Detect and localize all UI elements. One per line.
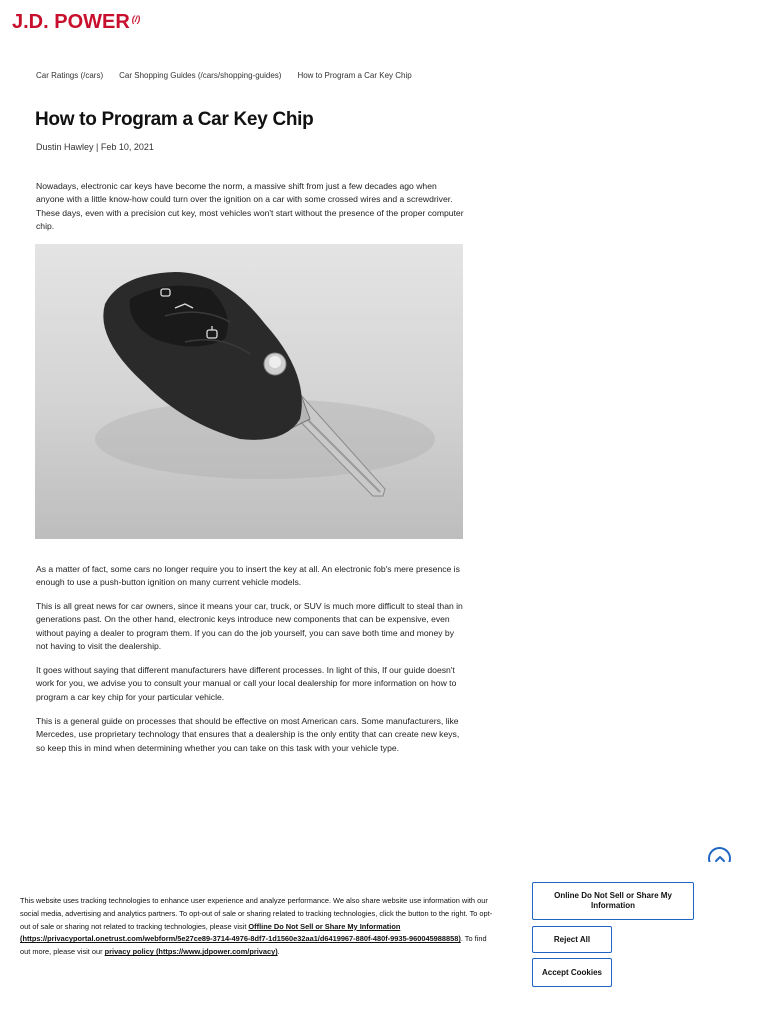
cookie-consent-banner <box>0 862 768 1024</box>
article-paragraph: This is a general guide on processes that should be effective on most American cars. Some manufacturers, like Mercedes, use proprietary technology that ensures that a dealership is the only entity that can create new keys, so keep this in mind when determining whether you can take on this task with your vehicle type. <box>36 716 460 753</box>
breadcrumb-current: How to Program a Car Key Chip <box>297 71 412 80</box>
online-do-not-sell-button[interactable]: Online Do Not Sell or Share My Information <box>532 882 694 920</box>
breadcrumb-car-ratings[interactable]: Car Ratings (/cars) <box>36 71 104 80</box>
article-paragraph: This is all great news for car owners, since it means your car, truck, or SUV is much more difficult to steal than in generations past. On the other hand, electronic keys introduce new components that can be expensive, even without paying a dealer to program them. If you can do the job yourself, you can save both time and money by not having to visit the dealership. <box>36 601 463 652</box>
jd-power-logo[interactable] <box>12 10 140 34</box>
logo-mark: (/) <box>131 14 141 24</box>
article-byline: Dustin Hawley | Feb 10, 2021 <box>36 142 154 152</box>
offline-do-not-sell-link[interactable]: Offline Do Not Sell or Share My Information (https://privacyportal.onetrust.com/webform/5e27ce89-3714-4976-8df7-1d1560e32aa1/d6419967-880f-480f-9935-960045988858) <box>20 921 461 944</box>
accept-cookies-button[interactable]: Accept Cookies <box>532 958 612 987</box>
article-hero-image <box>35 244 463 539</box>
article-intro: Nowadays, electronic car keys have become the norm, a massive shift from just a few decades ago when anyone with a little know-how could turn over the ignition on a car with some crossed wires and a screwdriver. These days, even with a precision cut key, most vehicles won't start without the presence of the proper computer chip. <box>36 181 464 232</box>
car-key-illustration <box>35 244 463 539</box>
cookie-text-part: This website uses tracking technologies to enhance user experience and analyze performance. We also share website use information with our social media, advertising and analytics partners. To opt-out of sale or sharing related to tracking technologies, click the button to the right. To opt-out of sale or sharing not related to tracking technologies, please visit <box>20 896 493 931</box>
cookie-text-part: . <box>277 947 280 957</box>
privacy-policy-link[interactable]: privacy policy (https://www.jdpower.com/privacy) <box>104 947 278 957</box>
cookie-consent-text <box>20 895 496 959</box>
cookie-text-part: . To find out more, please visit our <box>20 934 487 957</box>
reject-all-button[interactable]: Reject All <box>532 926 612 953</box>
article-paragraph: As a matter of fact, some cars no longer require you to insert the key at all. An electronic fob's mere presence is enough to use a push-button ignition on many current vehicle models. <box>36 564 460 588</box>
logo-text: J.D. POWER <box>12 11 130 33</box>
breadcrumb-shopping-guides[interactable]: Car Shopping Guides (/cars/shopping-guides) <box>119 71 282 80</box>
breadcrumb <box>36 71 412 80</box>
article-paragraph: It goes without saying that different manufacturers have different processes. In light of this, If our guide doesn't work for you, we advise you to consult your manual or call your local dealership for more information on how to program a car key chip for your particular vehicle. <box>36 665 457 702</box>
article-title: How to Program a Car Key Chip <box>35 109 314 130</box>
site-header <box>0 0 768 46</box>
